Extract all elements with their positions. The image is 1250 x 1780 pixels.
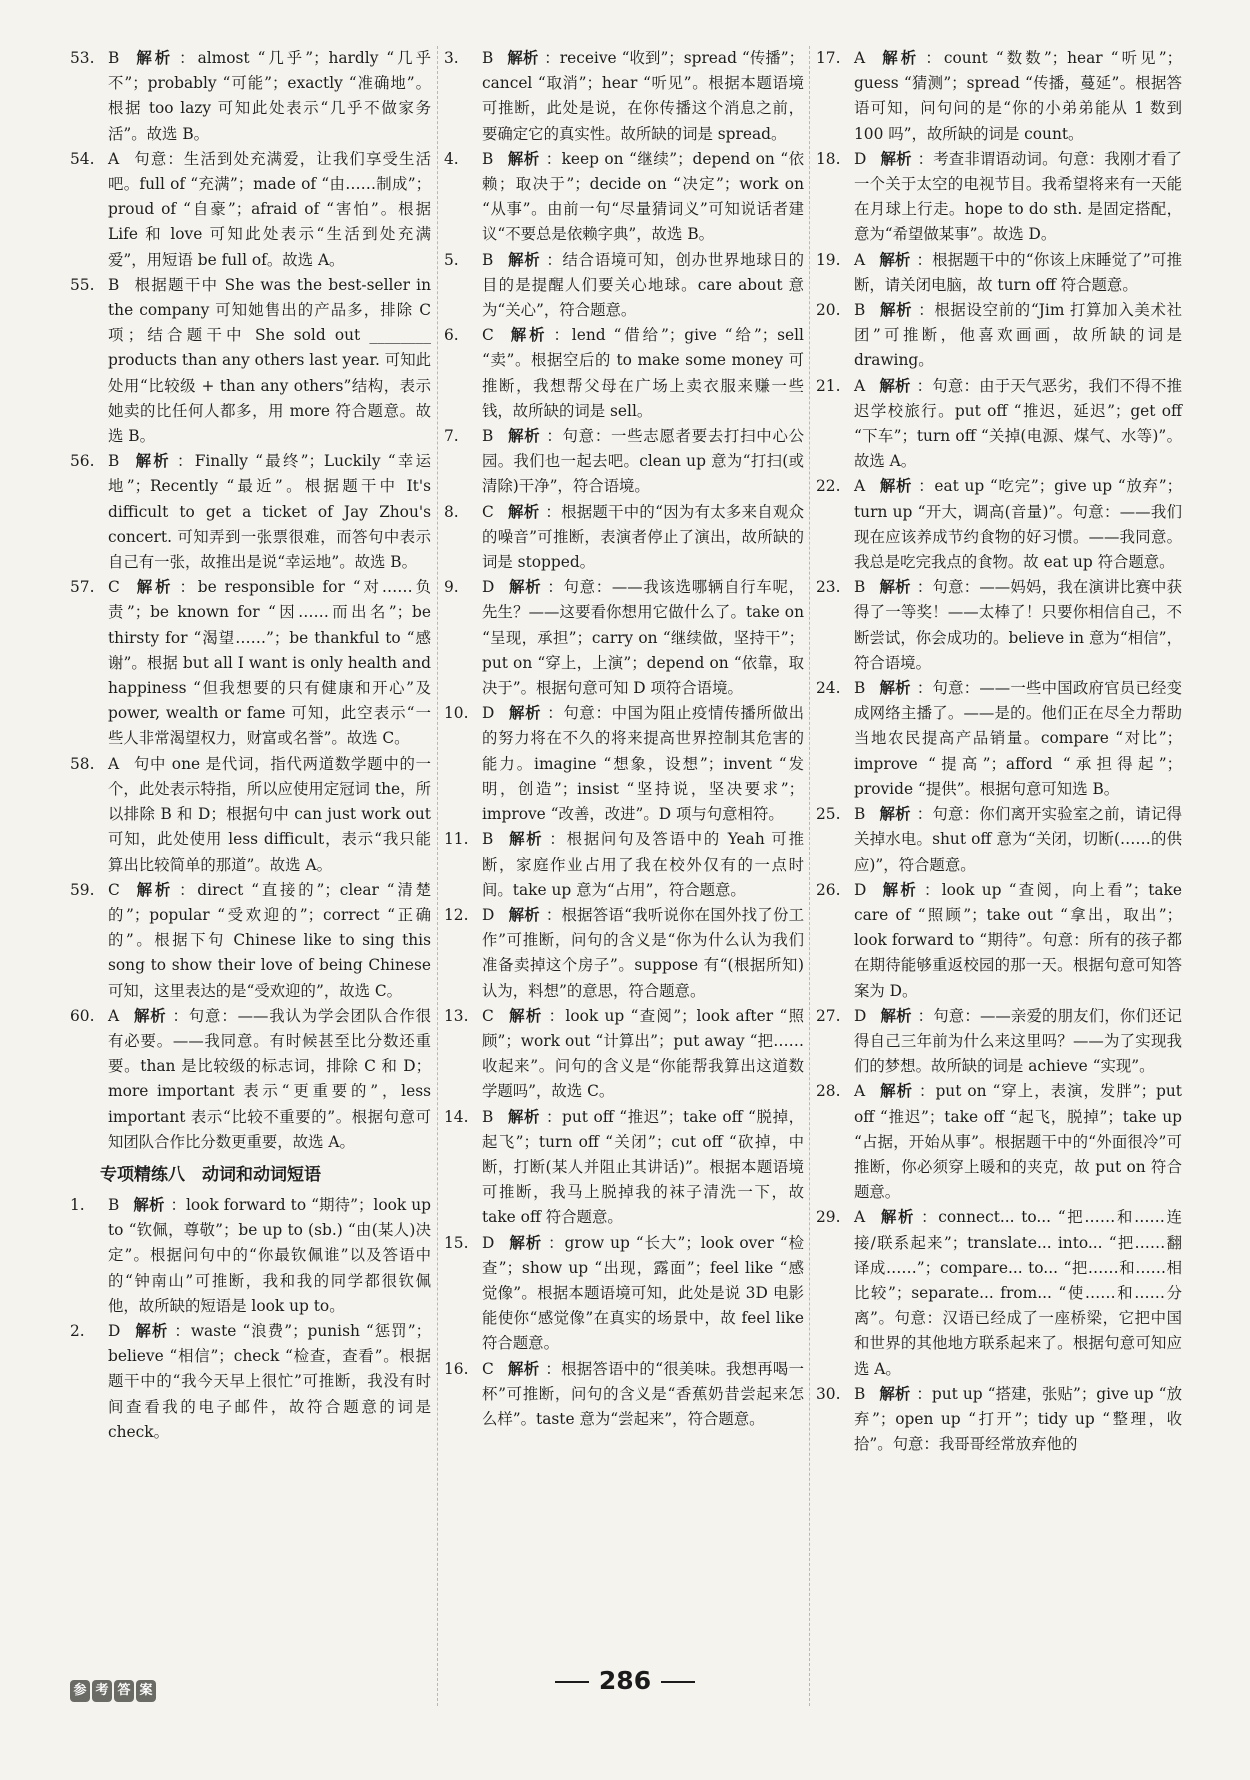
- analysis-label: 解析: [507, 250, 541, 269]
- explanation-text: ：keep on “继续”；depend on “依赖；取决于”；decide on “决定”；work on “从事”。由前一句“尽量猜词义”可知说话者建议“不要总是依赖字典”，故选 B。: [482, 149, 804, 244]
- answer-letter: B: [854, 679, 866, 698]
- answer-letter: C: [108, 880, 120, 899]
- answer-letter: B: [482, 1107, 494, 1126]
- explanation-text: ：根据问句及答语中的 Yeah 可推断，家庭作业占用了我在校外仅有的一点时间。take up 意为“占用”，符合题意。: [482, 830, 804, 899]
- explanation-text: ：be responsible for “对……负责”；be known for “因……而出名”；be thirsty for “渴望……”；be thankful to “感谢”。根据 but all I want is only health and happiness “但我想要的只有健康和开心”及 power, wealth or fame 可知，此空表示“一些人非常渴望权力，财富或名誉”。故选 C。: [108, 578, 431, 748]
- badge-char: 考: [92, 1680, 112, 1702]
- explanation-text: ：look up “查阅”；look after “照顾”；work out “计算出”；put away “把……收起来”。问句的含义是“你能帮我算出这道数学题吗”，故选 C。: [482, 1006, 804, 1101]
- answer-item: [70, 46, 431, 147]
- answer-item: [444, 1105, 804, 1231]
- question-number: 53.: [70, 49, 95, 67]
- answer-letter: D: [108, 1321, 121, 1340]
- explanation-text: ：句意：——一些中国政府官员已经变成网络主播了。——是的。他们正在尽全力帮助当地农民提高产品销量。compare “对比”；improve “提高”；afford “承担得起”；provide “提供”。根据句意可知选 B。: [854, 679, 1182, 798]
- analysis-label: 解析: [508, 1233, 543, 1252]
- answer-letter: B: [482, 250, 494, 269]
- analysis-label: 解析: [880, 880, 919, 899]
- question-number: 14.: [444, 1107, 469, 1126]
- question-number: 13.: [444, 1006, 469, 1025]
- badge-char: 答: [114, 1680, 134, 1702]
- analysis-label: 解析: [879, 679, 911, 698]
- answer-letter: B: [482, 830, 494, 849]
- question-number: 26.: [816, 880, 841, 899]
- answer-item: [816, 1205, 1182, 1381]
- answer-letter: D: [482, 905, 495, 924]
- explanation-text: ：句意：——亲爱的朋友们，你们还记得自己三年前为什么来这里吗？——为了实现我们的梦想。故所缺的词是 achieve “实现”。: [854, 1006, 1182, 1076]
- answer-item: [816, 878, 1182, 1004]
- explanation-text: ：look forward to “期待”；look up to “钦佩，尊敬”；be up to (sb.) “由(某人)决定”。根据问句中的“你最钦佩谁”以及答语中的“钟南山”可推断，我和我的同学都很钦佩他，故所缺的短语是 look up to。: [108, 1195, 431, 1315]
- analysis-label: 解析: [879, 376, 911, 395]
- page-number: 286: [0, 1666, 1250, 1695]
- answer-item: [444, 1231, 804, 1357]
- analysis-label: 解析: [134, 1321, 169, 1340]
- analysis-label: 解析: [880, 1006, 912, 1025]
- analysis-label: 解析: [879, 301, 913, 320]
- answer-item: [816, 298, 1182, 374]
- question-number: 54.: [70, 149, 95, 168]
- answer-letter: D: [854, 880, 867, 899]
- analysis-label: 解析: [133, 1195, 165, 1214]
- section-title: 专项精练八 动词和动词短语: [100, 1164, 321, 1185]
- answer-letter: B: [854, 1384, 866, 1403]
- answer-item: [70, 1319, 431, 1445]
- column-middle: [444, 46, 804, 1432]
- question-number: 7.: [444, 427, 459, 446]
- answer-letter: A: [854, 376, 866, 395]
- analysis-label: 解析: [879, 1208, 916, 1227]
- analysis-label: 解析: [133, 1006, 167, 1025]
- analysis-label: 解析: [507, 1006, 543, 1025]
- analysis-label: 解析: [879, 250, 911, 269]
- answer-item: [444, 46, 804, 147]
- question-number: 29.: [816, 1208, 841, 1227]
- answer-letter: A: [108, 149, 120, 168]
- answer-letter: B: [108, 452, 120, 471]
- question-number: 2.: [70, 1321, 85, 1340]
- analysis-label: 解析: [133, 578, 174, 597]
- answer-letter: B: [482, 427, 494, 446]
- answer-item: [444, 147, 804, 248]
- explanation-text: ：句意：——我该选哪辆自行车呢，先生？——这要看你想用它做什么了。take on “呈现，承担”；carry on “继续做，坚持干”；put on “穿上，上演”；depend on “依靠，取决于”。根据句意可知 D 项符合语境。: [482, 578, 804, 698]
- question-number: 11.: [444, 830, 469, 849]
- column-left: [70, 46, 431, 1445]
- answer-letter: B: [854, 578, 866, 597]
- answer-item: [816, 575, 1182, 676]
- column-divider: [809, 46, 811, 1706]
- answer-letter: A: [854, 1208, 866, 1227]
- answer-letter: B: [108, 1195, 120, 1214]
- answer-item: [444, 323, 804, 424]
- explanation-text: ：almost “几乎”；hardly “几乎不”；probably “可能”；exactly “准确地”。根据 too lazy 可知此处表示“几乎不做家务活”。故选 B。: [108, 49, 431, 143]
- answer-item: [444, 701, 804, 827]
- answer-item: [70, 575, 431, 751]
- explanation-text: ：put up “搭建，张贴”；give up “放弃”；open up “打开”；tidy up “整理，收拾”。句意：我哥哥经常放弃他的: [854, 1384, 1182, 1454]
- answer-letter: A: [854, 49, 866, 67]
- explanation-text: ：句意：中国为阻止疫情传播所做出的努力将在不久的将来提高世界控制其危害的能力。imagine “想象，设想”；invent “发明，创造”；insist “坚持说，坚决要求”；improve “改善，改进”。D 项与句意相符。: [482, 704, 804, 824]
- answer-item: [70, 449, 431, 575]
- question-number: 12.: [444, 905, 469, 924]
- column-divider: [437, 46, 439, 1706]
- question-number: 19.: [816, 250, 841, 269]
- explanation-text: ：lend “借给”；give “给”；sell “卖”。根据空后的 to make some money 可推断，我想帮父母在广场上卖衣服来赚一些钱，故所缺的词是 sell。: [482, 326, 804, 420]
- analysis-label: 解析: [507, 427, 541, 446]
- answer-item: [816, 474, 1182, 575]
- analysis-label: 解析: [133, 452, 171, 471]
- question-number: 23.: [816, 578, 841, 597]
- analysis-label: 解析: [133, 880, 174, 899]
- explanation-text: ：根据题干中的“你该上床睡觉了”可推断，请关闭电脑，故 turn off 符合题意。: [854, 250, 1182, 294]
- question-number: 4.: [444, 149, 459, 168]
- answer-item: [816, 1079, 1182, 1205]
- question-number: 28.: [816, 1082, 841, 1101]
- answer-letter: D: [482, 704, 495, 723]
- answer-letter: D: [482, 578, 495, 597]
- answer-item: [70, 147, 431, 273]
- explanation-text: ：put off “推迟”；take off “脱掉，起飞”；turn off “关闭”；cut off “砍掉，中断，打断(某人并阻止其讲话)”。根据本题语境可推断，我马上脱掉我的袜子清洗一下，故 take off 符合题意。: [482, 1107, 804, 1227]
- question-number: 25.: [816, 805, 841, 824]
- answer-item: [444, 575, 804, 701]
- analysis-label: 解析: [507, 49, 539, 67]
- badge-char: 参: [70, 1680, 90, 1702]
- answer-letter: D: [854, 1006, 867, 1025]
- analysis-label: 解析: [879, 805, 911, 824]
- answer-item: [816, 248, 1182, 298]
- analysis-label: 解析: [880, 149, 912, 168]
- analysis-label: 解析: [508, 704, 542, 723]
- answer-letter: C: [482, 502, 494, 521]
- question-number: 16.: [444, 1359, 469, 1378]
- explanation-text: ：waste “浪费”；punish “惩罚”；believe “相信”；check “检查，查看”。根据题干中的“我今天早上很忙”可推断，我没有时间查看我的电子邮件，故符合题意的词是 check。: [108, 1321, 431, 1441]
- question-number: 21.: [816, 376, 841, 395]
- explanation-text: ：count “数数”；hear “听见”；guess “猜测”；spread “传播，蔓延”。根据答语可知，问句问的是“你的小弟弟能从 1 数到 100 吗”，故所缺的词是 count。: [854, 49, 1182, 143]
- answer-letter: A: [108, 1006, 120, 1025]
- answer-letter: B: [482, 49, 494, 67]
- answer-item: [816, 802, 1182, 878]
- explanation-text: ：根据答语中的“很美味。我想再喝一杯”可推断，问句的含义是“香蕉奶昔尝起来怎么样”。taste 意为“尝起来”，符合题意。: [482, 1359, 804, 1428]
- explanation-text: ：Finally “最终”；Luckily “幸运地”；Recently “最近”。根据题干中 It's difficult to get a ticket of Jay Zhou's concert. 可知弄到一张票很难，而答句中表示自己有一张，故推出是说“幸运地”。故选 B。: [108, 452, 431, 572]
- answer-letter: A: [854, 1082, 866, 1101]
- answer-letter: C: [482, 326, 494, 345]
- answer-item: [70, 752, 431, 878]
- answer-item: [70, 1004, 431, 1155]
- question-number: 55.: [70, 275, 95, 294]
- answer-item: [816, 1004, 1182, 1080]
- explanation-text: ：grow up “长大”；look over “检查”；show up “出现，露面”；feel like “感觉像”。根据本题语境可知，此处是说 3D 电影能使你“感觉像”在真实的场景中，故 feel like 符合题意。: [482, 1233, 804, 1353]
- analysis-label: 解析: [508, 905, 540, 924]
- explanation-text: ：direct “直接的”；clear “清楚的”；popular “受欢迎的”；correct “正确的”。根据下句 Chinese like to sing this song to show their love of being Chinese 可知，这里表达的是“受欢迎的”，故选 C。: [108, 880, 431, 1000]
- explanation-text: ：句意：——我认为学会团队合作很有必要。——我同意。有时候甚至比分数还重要。than 是比较级的标志词，排除 C 和 D；more important 表示“更重要的”，less important 表示“比较不重要的”。根据句意可知团队合作比分数更重要，故选 A。: [108, 1006, 431, 1151]
- answer-item: [816, 46, 1182, 147]
- analysis-label: 解析: [507, 1359, 540, 1378]
- analysis-label: 解析: [133, 49, 174, 67]
- explanation-text: ：句意：——妈妈，我在演讲比赛中获得了一等奖！——太棒了！只要你相信自己，不断尝试，你会成功的。believe in 意为“相信”，符合语境。: [854, 578, 1182, 672]
- question-number: 58.: [70, 754, 95, 773]
- explanation-text: 句中 one 是代词，指代两道数学题中的一个，此处表示特指，所以应使用定冠词 the，所以排除 B 和 D；根据句中 can just work out 可知，此处使用 less difficult，表示“我只能算出比较简单的那道”。故选 A。: [108, 754, 431, 874]
- question-number: 9.: [444, 578, 459, 597]
- analysis-label: 解析: [507, 502, 540, 521]
- question-number: 10.: [444, 704, 469, 723]
- answer-letter: C: [108, 578, 120, 597]
- explanation-text: ：句意：你们离开实验室之前，请记得关掉水电。shut off 意为“关闭，切断(……的供应)”，符合题意。: [854, 805, 1182, 874]
- analysis-label: 解析: [879, 49, 920, 67]
- answer-letter: D: [854, 149, 867, 168]
- answer-item: [444, 1004, 804, 1105]
- explanation-text: ：look up “查阅，向上看”；take care of “照顾”；take out “拿出，取出”；look forward to “期待”。句意：所有的孩子都在期待能够重返校园的那一天。根据句意可知答案为 D。: [854, 880, 1182, 1000]
- question-number: 5.: [444, 250, 459, 269]
- answer-item: [444, 1357, 804, 1433]
- explanation-text: ：句意：一些志愿者要去打扫中心公园。我们也一起去吧。clean up 意为“打扫(或清除)干净”，符合语境。: [482, 427, 804, 496]
- answer-letter: B: [854, 301, 866, 320]
- question-number: 20.: [816, 301, 841, 320]
- explanation-text: ：根据答语“我听说你在国外找了份工作”可推断，问句的含义是“你为什么认为我们准备卖掉这个房子”。suppose 有“(根据所知)认为，料想”的意思，符合题意。: [482, 905, 804, 1000]
- question-number: 1.: [70, 1195, 85, 1214]
- answer-letter: A: [854, 250, 866, 269]
- answer-item: [70, 878, 431, 1004]
- analysis-label: 解析: [507, 1107, 540, 1126]
- question-number: 27.: [816, 1006, 841, 1025]
- answer-item: [816, 147, 1182, 248]
- analysis-label: 解析: [507, 149, 540, 168]
- question-number: 24.: [816, 679, 841, 698]
- explanation-text: ：根据题干中的“因为有太多来自观众的噪音”可推断，表演者停止了演出，故所缺的词是 stopped。: [482, 502, 804, 572]
- answer-item: [816, 676, 1182, 802]
- answer-letter: C: [482, 1359, 494, 1378]
- question-number: 57.: [70, 578, 95, 597]
- question-number: 3.: [444, 49, 459, 67]
- question-number: 15.: [444, 1233, 469, 1252]
- analysis-label: 解析: [507, 326, 548, 345]
- explanation-text: ：eat up “吃完”；give up “放弃”；turn up “开大，调高(音量)”。句意：——我们现在应该养成节约食物的好习惯。——我同意。我总是吃完我点的食物。故 eat up 符合题意。: [854, 477, 1182, 572]
- explanation-text: 句意：生活到处充满爱，让我们享受生活吧。full of “充满”；made of “由……制成”；proud of “自豪”；afraid of “害怕”。根据 Life 和 love 可知此处表示“生活到处充满爱”，用短语 be full of。故选 A。: [108, 149, 431, 269]
- question-number: 30.: [816, 1384, 841, 1403]
- answer-item: [70, 1193, 431, 1319]
- analysis-label: 解析: [879, 1082, 914, 1101]
- answer-letter: B: [108, 49, 120, 67]
- explanation-text: ：句意：由于天气恶劣，我们不得不推迟学校旅行。put off “推迟，延迟”；get off “下车”；turn off “关掉(电源、煤气、水等)”。故选 A。: [854, 376, 1182, 471]
- answer-letter: D: [482, 1233, 495, 1252]
- explanation-text: ：connect... to... “把……和……连接/联系起来”；translate... into... “把……翻译成……”；compare... to... “把……和……相比较”；separate... from... “使……和……分离”。句意：汉语已经成了一座桥梁，它把中国和世界的其他地方联系起来了。根据句意可知应选 A。: [854, 1208, 1182, 1378]
- explanation-text: ：结合语境可知，创办世界地球日的目的是提醒人们要关心地球。care about 意为“关心”，符合题意。: [482, 250, 804, 320]
- answer-item: [444, 500, 804, 576]
- answer-item: [816, 374, 1182, 475]
- explanation-text: ：根据设空前的“Jim 打算加入美术社团”可推断，他喜欢画画，故所缺的词是 drawing。: [854, 301, 1182, 370]
- question-number: 18.: [816, 149, 841, 168]
- answer-letter: C: [482, 1006, 494, 1025]
- question-number: 17.: [816, 49, 841, 67]
- badge-char: 案: [136, 1680, 156, 1702]
- answer-letter: B: [854, 805, 866, 824]
- answer-letter: A: [108, 754, 120, 773]
- analysis-label: 解析: [879, 1384, 911, 1403]
- question-number: 22.: [816, 477, 841, 496]
- answer-letter: B: [482, 149, 494, 168]
- answer-item: [70, 273, 431, 449]
- explanation-text: ：receive “收到”；spread “传播”；cancel “取消”；hear “听见”。根据本题语境可推断，此处是说，在你传播这个消息之前，要确定它的真实性。故所缺的词是 spread。: [482, 49, 804, 143]
- answer-item: [444, 903, 804, 1004]
- analysis-label: 解析: [879, 578, 911, 597]
- explanation-text: ：put on “穿上，表演，发胖”；put off “推迟”；take off “起飞，脱掉”；take up “占据，开始从事”。根据题干中的“外面很冷”可推断，你必须穿上暖和的夹克，故 put on 符合题意。: [854, 1082, 1182, 1202]
- analysis-label: 解析: [507, 830, 544, 849]
- explanation-text: ：考查非谓语动词。句意：我刚才看了一个关于太空的电视节目。我希望将来有一天能在月球上行走。hope to do sth. 是固定搭配，意为“希望做某事”。故选 D。: [854, 149, 1182, 244]
- answer-item: [444, 248, 804, 324]
- explanation-text: 根据题干中 She was the best-seller in the company 可知她售出的产品多，排除 C 项；结合题干中 She sold out ________ products than any others last year. 可知此处用“比较级 + than any others”结构，表示她卖的比任何人都多，用 more 符合题意。故选 B。: [108, 275, 431, 446]
- answer-item: [444, 827, 804, 903]
- analysis-label: 解析: [508, 578, 542, 597]
- question-number: 56.: [70, 452, 95, 471]
- question-number: 8.: [444, 502, 459, 521]
- answer-item: [444, 424, 804, 500]
- question-number: 59.: [70, 880, 95, 899]
- answer-letter: A: [854, 477, 866, 496]
- answer-item: [816, 1382, 1182, 1458]
- analysis-label: 解析: [879, 477, 913, 496]
- column-right: [816, 46, 1182, 1457]
- answer-letter: B: [108, 275, 120, 294]
- question-number: 6.: [444, 326, 459, 345]
- question-number: 60.: [70, 1006, 95, 1025]
